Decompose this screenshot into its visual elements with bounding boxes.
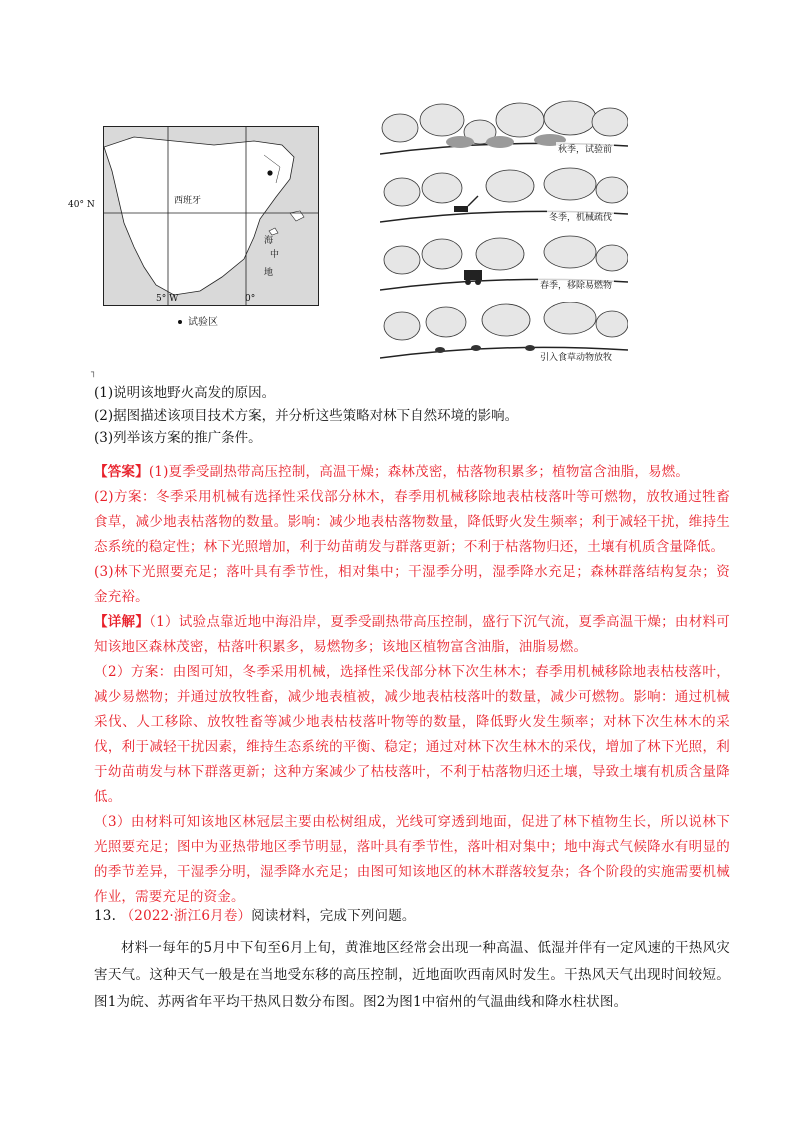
- map-drawing: [104, 127, 318, 305]
- map-legend: [178, 313, 218, 328]
- strip-label-spring: 春季，移除易燃物: [538, 278, 614, 291]
- strip-label-grazing: 引入食草动物放牧: [538, 350, 614, 363]
- strip-grazing: [380, 302, 628, 363]
- q13-source: （2022·浙江6月卷）: [120, 908, 252, 924]
- map-country-label: 西班牙: [174, 196, 202, 206]
- trial-site-marker: [267, 170, 272, 175]
- detail-part-3: （3）由材料可知该地区林冠层主要由松树组成，光线可穿透到地面，促进了林下植物生长，所以说林下光照要充足；图中为亚热带地区季节明显，落叶具有季节性，落叶相对集中；地中海式气候降水有明显的的季节差异，干湿季分明，湿季降水充足；由图可知该地区的林木群落较复杂；各个阶段的实施需要机械作业，需要充足的资金。: [94, 814, 730, 905]
- answer-section: [94, 460, 730, 610]
- map-lon-w-label: 5° W: [156, 294, 179, 304]
- answer-part-1: (1)夏季受副热带高压控制，高温干燥；森林茂密，枯落物积累多；植物富含油脂，易燃。: [148, 464, 690, 480]
- map-lon-0-label: 0°: [245, 294, 256, 304]
- answer-part-2: (2)方案：冬季采用机械有选择性采伐部分林木，春季用机械移除地表枯枝落叶等可燃物，放牧通过牲畜食草，减少地表枯落物的数量。影响：减少地表枯落物数量，降低野火发生频率；利于减轻干扰，维持生态系统的稳定性；林下光照增加，利于幼苗萌发与群落更新；不利于枯落物归还，土壤有机质含量降低。: [94, 489, 730, 555]
- strip-label-winter: 冬季，机械疏伐: [547, 210, 614, 223]
- legend-label: 试验区: [188, 317, 218, 328]
- question-2: (2)据图描述该项目技术方案，并分析这些策略对林下自然环境的影响。: [94, 407, 519, 424]
- legend-dot-icon: [178, 320, 182, 324]
- corner-mark-icon: ┐: [91, 368, 97, 378]
- map-lat-label: 40° N: [68, 200, 95, 210]
- detail-tag: 【详解】: [94, 614, 150, 630]
- q13-prompt: 阅读材料，完成下列问题。: [251, 908, 416, 924]
- strip-spring: [380, 234, 628, 292]
- answer-part-3: (3)林下光照要充足；落叶具有季节性，相对集中；干湿季分明，湿季降水充足；森林群落结构复杂；资金充裕。: [94, 564, 730, 605]
- map-sea-label-3: 地: [264, 268, 274, 278]
- question-3: (3)列举该方案的推广条件。: [94, 430, 262, 447]
- q13-number: 13.: [94, 908, 117, 924]
- spain-map: [103, 126, 319, 306]
- detail-section: [94, 610, 730, 910]
- question-1: (1)说明该地野火高发的原因。: [94, 385, 276, 401]
- strip-autumn: [380, 98, 628, 156]
- detail-part-1: （1）试验点靠近地中海沿岸，夏季受副热带高压控制，盛行下沉气流，夏季高温干燥；由材料可知该地区森林茂密，枯落叶积累多，易燃物多；该地区植物富含油脂，油脂易燃。: [94, 614, 730, 655]
- q13-material: 材料一每年的5月中下旬至6月上旬，黄淮地区经常会出现一种高温、低湿并伴有一定风速的干热风灾害天气。这种天气一般是在当地受东移的高压控制，近地面吹西南风时发生。干热风天气出现时间较短。图1为皖、苏两省年平均干热风日数分布图。图2为图1中宿州的气温曲线和降水柱状图。: [94, 940, 730, 1010]
- question-13: [94, 904, 730, 1016]
- answer-tag: 【答案】: [94, 464, 149, 480]
- map-sea-label-1: 海: [264, 236, 274, 246]
- strip-label-autumn: 秋季，试验前: [556, 142, 614, 155]
- map-sea-label-2: 中: [270, 250, 280, 260]
- forest-strips-figure: [380, 98, 628, 363]
- detail-part-2: （2）方案：由图可知，冬季采用机械，选择性采伐部分林下次生林木；春季用机械移除地表枯枝落叶，减少易燃物；并通过放牧牲畜，减少地表植被，减少地表枯枝落叶的数量，减少可燃物。影响：通过机械采伐、人工移除、放牧牲畜等减少地表枯枝落叶物等的数量，降低野火发生频率；对林下次生林木的采伐，利于减轻干扰因素，维持生态系统的平衡、稳定；通过对林下次生林木的采伐，增加了林下光照，利于幼苗萌发与林下群落更新；这种方案减少了枯枝落叶，不利于枯落物归还土壤，导致土壤有机质含量降低。: [94, 664, 730, 805]
- strip-winter: [380, 166, 628, 224]
- question-list: [94, 382, 724, 450]
